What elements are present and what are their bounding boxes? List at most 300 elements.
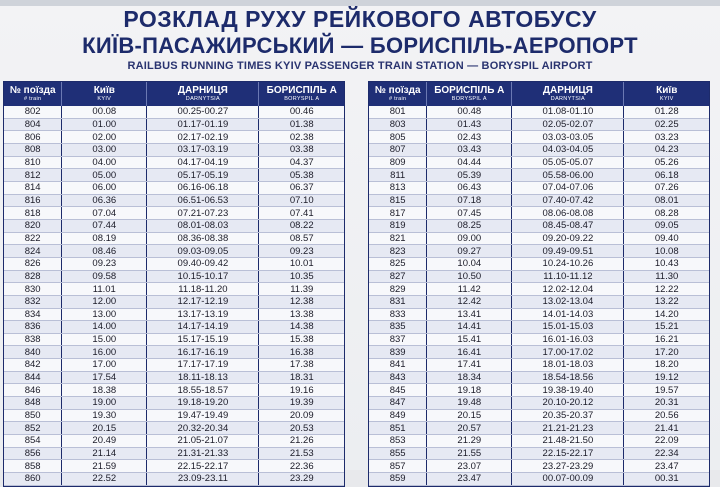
time-cell: 18.20 [624, 359, 709, 372]
darnytsia-time-cell: 02.05-02.07 [512, 118, 624, 131]
time-cell: 02.43 [427, 131, 512, 144]
table-row [4, 422, 344, 435]
train-number-cell: 839 [369, 346, 427, 359]
header-kyiv: Київ KYIV [624, 82, 709, 106]
time-cell: 07.04 [62, 207, 147, 220]
time-cell: 19.57 [624, 384, 709, 397]
train-number-cell: 826 [4, 257, 62, 270]
darnytsia-time-cell: 07.40-07.42 [512, 194, 624, 207]
time-cell: 05.26 [624, 156, 709, 169]
table-row [4, 409, 344, 422]
header-train-number: № поїзда # train [4, 82, 62, 106]
time-cell: 16.00 [62, 346, 147, 359]
time-cell: 10.50 [427, 270, 512, 283]
darnytsia-time-cell: 11.18-11.20 [147, 283, 259, 296]
train-number-cell: 841 [369, 359, 427, 372]
darnytsia-time-cell: 12.02-12.04 [512, 283, 624, 296]
time-cell: 16.21 [624, 333, 709, 346]
table-row [4, 181, 344, 194]
table-row [369, 460, 709, 473]
darnytsia-time-cell: 21.05-21.07 [147, 435, 259, 448]
table-row [4, 143, 344, 156]
train-number-cell: 818 [4, 207, 62, 220]
time-cell: 07.45 [427, 207, 512, 220]
darnytsia-time-cell: 02.17-02.19 [147, 131, 259, 144]
time-cell: 09.05 [624, 219, 709, 232]
train-number-cell: 812 [4, 169, 62, 182]
table-row [4, 257, 344, 270]
time-cell: 19.39 [259, 397, 344, 410]
time-cell: 06.00 [62, 181, 147, 194]
train-number-cell: 810 [4, 156, 62, 169]
table-row [4, 219, 344, 232]
time-cell: 05.38 [259, 169, 344, 182]
time-cell: 15.41 [427, 333, 512, 346]
darnytsia-time-cell: 23.27-23.29 [512, 460, 624, 473]
table-row [4, 106, 344, 118]
table-row [369, 156, 709, 169]
train-number-cell: 837 [369, 333, 427, 346]
inbound-table [369, 82, 709, 486]
train-number-cell: 802 [4, 106, 62, 118]
darnytsia-time-cell: 09.40-09.42 [147, 257, 259, 270]
train-number-cell: 828 [4, 270, 62, 283]
table-row [4, 283, 344, 296]
time-cell: 23.07 [427, 460, 512, 473]
train-number-cell: 814 [4, 181, 62, 194]
train-number-cell: 804 [4, 118, 62, 131]
darnytsia-time-cell: 14.17-14.19 [147, 321, 259, 334]
table-row [369, 346, 709, 359]
train-number-cell: 811 [369, 169, 427, 182]
time-cell: 10.35 [259, 270, 344, 283]
time-cell: 10.04 [427, 257, 512, 270]
darnytsia-time-cell: 08.06-08.08 [512, 207, 624, 220]
time-cell: 06.37 [259, 181, 344, 194]
table-row [4, 131, 344, 144]
table-row [4, 232, 344, 245]
train-number-cell: 825 [369, 257, 427, 270]
time-cell: 04.23 [624, 143, 709, 156]
table-row [4, 245, 344, 258]
table-row [369, 333, 709, 346]
time-cell: 00.08 [62, 106, 147, 118]
table-row [369, 308, 709, 321]
darnytsia-time-cell: 14.01-14.03 [512, 308, 624, 321]
darnytsia-time-cell: 17.00-17.02 [512, 346, 624, 359]
darnytsia-time-cell: 13.02-13.04 [512, 295, 624, 308]
header-boryspil: БОРИСПІЛЬ А BORYSPIL A [427, 82, 512, 106]
train-number-cell: 847 [369, 397, 427, 410]
darnytsia-time-cell: 22.15-22.17 [147, 460, 259, 473]
table-row [4, 447, 344, 460]
darnytsia-time-cell: 19.47-19.49 [147, 409, 259, 422]
time-cell: 19.00 [62, 397, 147, 410]
darnytsia-time-cell: 05.05-05.07 [512, 156, 624, 169]
table-row [4, 270, 344, 283]
darnytsia-time-cell: 09.20-09.22 [512, 232, 624, 245]
train-number-cell: 831 [369, 295, 427, 308]
time-cell: 00.46 [259, 106, 344, 118]
darnytsia-time-cell: 16.01-16.03 [512, 333, 624, 346]
train-number-cell: 859 [369, 473, 427, 486]
time-cell: 08.57 [259, 232, 344, 245]
time-cell: 05.39 [427, 169, 512, 182]
title-line-2: КИЇВ-ПАСАЖИРСЬКИЙ — БОРИСПІЛЬ-АЕРОПОРТ [82, 33, 638, 58]
header-boryspil: БОРИСПІЛЬ А BORYSPIL A [259, 82, 344, 106]
time-cell: 01.28 [624, 106, 709, 118]
table-row [369, 219, 709, 232]
table-row [4, 118, 344, 131]
time-cell: 19.16 [259, 384, 344, 397]
time-cell: 03.00 [62, 143, 147, 156]
darnytsia-time-cell: 09.03-09.05 [147, 245, 259, 258]
darnytsia-time-cell: 22.15-22.17 [512, 447, 624, 460]
train-number-cell: 858 [4, 460, 62, 473]
train-number-cell: 819 [369, 219, 427, 232]
table-row [4, 359, 344, 372]
time-cell: 13.41 [427, 308, 512, 321]
train-number-cell: 816 [4, 194, 62, 207]
time-cell: 18.31 [259, 371, 344, 384]
time-cell: 13.38 [259, 308, 344, 321]
darnytsia-time-cell: 21.21-21.23 [512, 422, 624, 435]
time-cell: 09.27 [427, 245, 512, 258]
table-row [369, 169, 709, 182]
train-number-cell: 829 [369, 283, 427, 296]
time-cell: 13.22 [624, 295, 709, 308]
outbound-header-row [4, 82, 344, 106]
time-cell: 17.54 [62, 371, 147, 384]
table-row [369, 181, 709, 194]
outbound-table-body [4, 106, 344, 485]
darnytsia-time-cell: 10.24-10.26 [512, 257, 624, 270]
train-number-cell: 836 [4, 321, 62, 334]
train-number-cell: 852 [4, 422, 62, 435]
time-cell: 08.22 [259, 219, 344, 232]
train-number-cell: 821 [369, 232, 427, 245]
time-cell: 12.22 [624, 283, 709, 296]
darnytsia-time-cell: 15.01-15.03 [512, 321, 624, 334]
time-cell: 16.41 [427, 346, 512, 359]
time-cell: 15.21 [624, 321, 709, 334]
table-row [4, 460, 344, 473]
train-number-cell: 815 [369, 194, 427, 207]
train-number-cell: 853 [369, 435, 427, 448]
darnytsia-time-cell: 00.07-00.09 [512, 473, 624, 486]
train-number-cell: 848 [4, 397, 62, 410]
time-cell: 03.38 [259, 143, 344, 156]
time-cell: 18.38 [62, 384, 147, 397]
darnytsia-time-cell: 03.03-03.05 [512, 131, 624, 144]
table-row [4, 308, 344, 321]
time-cell: 21.59 [62, 460, 147, 473]
darnytsia-time-cell: 04.03-04.05 [512, 143, 624, 156]
time-cell: 08.19 [62, 232, 147, 245]
time-cell: 03.23 [624, 131, 709, 144]
train-number-cell: 822 [4, 232, 62, 245]
time-cell: 22.34 [624, 447, 709, 460]
train-number-cell: 834 [4, 308, 62, 321]
darnytsia-time-cell: 16.17-16.19 [147, 346, 259, 359]
table-row [4, 346, 344, 359]
darnytsia-time-cell: 10.15-10.17 [147, 270, 259, 283]
time-cell: 15.38 [259, 333, 344, 346]
time-cell: 18.34 [427, 371, 512, 384]
table-row [369, 194, 709, 207]
table-row [369, 106, 709, 118]
time-cell: 09.00 [427, 232, 512, 245]
time-cell: 07.18 [427, 194, 512, 207]
time-cell: 10.43 [624, 257, 709, 270]
time-cell: 01.00 [62, 118, 147, 131]
table-row [369, 422, 709, 435]
time-cell: 11.30 [624, 270, 709, 283]
time-cell: 17.20 [624, 346, 709, 359]
time-cell: 06.18 [624, 169, 709, 182]
time-cell: 23.47 [427, 473, 512, 486]
table-row [369, 232, 709, 245]
darnytsia-time-cell: 15.17-15.19 [147, 333, 259, 346]
time-cell: 17.38 [259, 359, 344, 372]
time-cell: 00.48 [427, 106, 512, 118]
train-number-cell: 855 [369, 447, 427, 460]
table-row [369, 283, 709, 296]
time-cell: 13.00 [62, 308, 147, 321]
darnytsia-time-cell: 01.17-01.19 [147, 118, 259, 131]
table-row [369, 447, 709, 460]
darnytsia-time-cell: 00.25-00.27 [147, 106, 259, 118]
table-row [4, 384, 344, 397]
time-cell: 04.44 [427, 156, 512, 169]
table-row [369, 257, 709, 270]
table-row [369, 473, 709, 486]
train-number-cell: 820 [4, 219, 62, 232]
time-cell: 20.56 [624, 409, 709, 422]
darnytsia-time-cell: 04.17-04.19 [147, 156, 259, 169]
darnytsia-time-cell: 06.51-06.53 [147, 194, 259, 207]
train-number-cell: 824 [4, 245, 62, 258]
time-cell: 08.46 [62, 245, 147, 258]
time-cell: 07.26 [624, 181, 709, 194]
table-row [369, 118, 709, 131]
time-cell: 21.55 [427, 447, 512, 460]
english-subtitle: RAILBUS RUNNING TIMES KYIV PASSENGER TRAIN STATION — BORYSPIL AIRPORT [127, 60, 593, 72]
time-cell: 12.42 [427, 295, 512, 308]
darnytsia-time-cell: 21.48-21.50 [512, 435, 624, 448]
darnytsia-time-cell: 06.16-06.18 [147, 181, 259, 194]
train-number-cell: 803 [369, 118, 427, 131]
darnytsia-time-cell: 13.17-13.19 [147, 308, 259, 321]
train-number-cell: 809 [369, 156, 427, 169]
train-number-cell: 840 [4, 346, 62, 359]
header-train-number: № поїзда # train [369, 82, 427, 106]
time-cell: 07.41 [259, 207, 344, 220]
time-cell: 05.00 [62, 169, 147, 182]
title-line-1: РОЗКЛАД РУХУ РЕЙКОВОГО АВТОБУСУ [123, 6, 597, 32]
time-cell: 20.31 [624, 397, 709, 410]
darnytsia-time-cell: 08.01-08.03 [147, 219, 259, 232]
table-row [369, 397, 709, 410]
table-row [4, 473, 344, 486]
train-number-cell: 849 [369, 409, 427, 422]
train-number-cell: 823 [369, 245, 427, 258]
table-row [369, 295, 709, 308]
time-cell: 19.30 [62, 409, 147, 422]
darnytsia-time-cell: 19.38-19.40 [512, 384, 624, 397]
time-cell: 23.47 [624, 460, 709, 473]
table-row [4, 321, 344, 334]
train-number-cell: 817 [369, 207, 427, 220]
time-cell: 22.52 [62, 473, 147, 486]
train-number-cell: 835 [369, 321, 427, 334]
time-cell: 08.01 [624, 194, 709, 207]
time-cell: 19.18 [427, 384, 512, 397]
darnytsia-time-cell: 17.17-17.19 [147, 359, 259, 372]
time-cell: 08.28 [624, 207, 709, 220]
header-darnytsia: ДАРНИЦЯ DARNYTSIA [147, 82, 259, 106]
darnytsia-time-cell: 18.01-18.03 [512, 359, 624, 372]
train-number-cell: 805 [369, 131, 427, 144]
darnytsia-time-cell: 09.49-09.51 [512, 245, 624, 258]
table-row [4, 333, 344, 346]
time-cell: 07.44 [62, 219, 147, 232]
time-cell: 11.01 [62, 283, 147, 296]
darnytsia-time-cell: 20.10-20.12 [512, 397, 624, 410]
darnytsia-time-cell: 19.18-19.20 [147, 397, 259, 410]
time-cell: 22.09 [624, 435, 709, 448]
time-cell: 14.00 [62, 321, 147, 334]
header-darnytsia: ДАРНИЦЯ DARNYTSIA [512, 82, 624, 106]
table-row [369, 435, 709, 448]
time-cell: 20.09 [259, 409, 344, 422]
time-cell: 01.38 [259, 118, 344, 131]
time-cell: 19.48 [427, 397, 512, 410]
darnytsia-time-cell: 08.45-08.47 [512, 219, 624, 232]
time-cell: 09.40 [624, 232, 709, 245]
time-cell: 21.14 [62, 447, 147, 460]
time-cell: 12.38 [259, 295, 344, 308]
table-row [369, 409, 709, 422]
time-cell: 00.31 [624, 473, 709, 486]
time-cell: 20.15 [427, 409, 512, 422]
time-cell: 19.12 [624, 371, 709, 384]
train-number-cell: 846 [4, 384, 62, 397]
train-number-cell: 827 [369, 270, 427, 283]
time-cell: 12.00 [62, 295, 147, 308]
table-row [4, 156, 344, 169]
table-row [4, 169, 344, 182]
inbound-table-body [369, 106, 709, 485]
time-cell: 02.25 [624, 118, 709, 131]
time-cell: 21.26 [259, 435, 344, 448]
table-row [369, 245, 709, 258]
darnytsia-time-cell: 01.08-01.10 [512, 106, 624, 118]
time-cell: 14.41 [427, 321, 512, 334]
table-row [4, 207, 344, 220]
time-cell: 09.58 [62, 270, 147, 283]
time-cell: 20.49 [62, 435, 147, 448]
train-number-cell: 808 [4, 143, 62, 156]
time-cell: 23.29 [259, 473, 344, 486]
table-row [4, 435, 344, 448]
table-row [369, 371, 709, 384]
darnytsia-time-cell: 07.21-07.23 [147, 207, 259, 220]
time-cell: 11.39 [259, 283, 344, 296]
time-cell: 02.00 [62, 131, 147, 144]
time-cell: 10.08 [624, 245, 709, 258]
darnytsia-time-cell: 12.17-12.19 [147, 295, 259, 308]
train-number-cell: 844 [4, 371, 62, 384]
table-row [369, 270, 709, 283]
train-number-cell: 845 [369, 384, 427, 397]
time-cell: 06.43 [427, 181, 512, 194]
darnytsia-time-cell: 21.31-21.33 [147, 447, 259, 460]
train-number-cell: 806 [4, 131, 62, 144]
time-cell: 11.42 [427, 283, 512, 296]
darnytsia-time-cell: 18.11-18.13 [147, 371, 259, 384]
time-cell: 17.41 [427, 359, 512, 372]
inbound-header-row [369, 82, 709, 106]
time-cell: 21.53 [259, 447, 344, 460]
darnytsia-time-cell: 08.36-08.38 [147, 232, 259, 245]
train-number-cell: 807 [369, 143, 427, 156]
darnytsia-time-cell: 20.32-20.34 [147, 422, 259, 435]
header-kyiv: Київ KYIV [62, 82, 147, 106]
train-number-cell: 833 [369, 308, 427, 321]
table-row [4, 397, 344, 410]
darnytsia-time-cell: 20.35-20.37 [512, 409, 624, 422]
darnytsia-time-cell: 05.58-06.00 [512, 169, 624, 182]
table-row [4, 194, 344, 207]
time-cell: 21.41 [624, 422, 709, 435]
time-cell: 17.00 [62, 359, 147, 372]
time-cell: 01.43 [427, 118, 512, 131]
time-cell: 15.00 [62, 333, 147, 346]
time-cell: 16.38 [259, 346, 344, 359]
table-row [369, 207, 709, 220]
table-row [4, 295, 344, 308]
inbound-timetable [368, 81, 710, 487]
train-number-cell: 843 [369, 371, 427, 384]
train-number-cell: 850 [4, 409, 62, 422]
time-cell: 08.25 [427, 219, 512, 232]
table-row [369, 321, 709, 334]
train-number-cell: 857 [369, 460, 427, 473]
time-cell: 04.00 [62, 156, 147, 169]
darnytsia-time-cell: 18.54-18.56 [512, 371, 624, 384]
train-number-cell: 854 [4, 435, 62, 448]
table-row [369, 384, 709, 397]
train-number-cell: 851 [369, 422, 427, 435]
time-cell: 20.57 [427, 422, 512, 435]
time-cell: 07.10 [259, 194, 344, 207]
darnytsia-time-cell: 23.09-23.11 [147, 473, 259, 486]
time-cell: 02.38 [259, 131, 344, 144]
darnytsia-time-cell: 07.04-07.06 [512, 181, 624, 194]
time-cell: 03.43 [427, 143, 512, 156]
train-number-cell: 830 [4, 283, 62, 296]
outbound-timetable [3, 81, 345, 487]
darnytsia-time-cell: 18.55-18.57 [147, 384, 259, 397]
darnytsia-time-cell: 03.17-03.19 [147, 143, 259, 156]
table-row [369, 131, 709, 144]
time-cell: 21.29 [427, 435, 512, 448]
table-row [4, 371, 344, 384]
train-number-cell: 842 [4, 359, 62, 372]
time-cell: 14.20 [624, 308, 709, 321]
outbound-table [4, 82, 344, 486]
